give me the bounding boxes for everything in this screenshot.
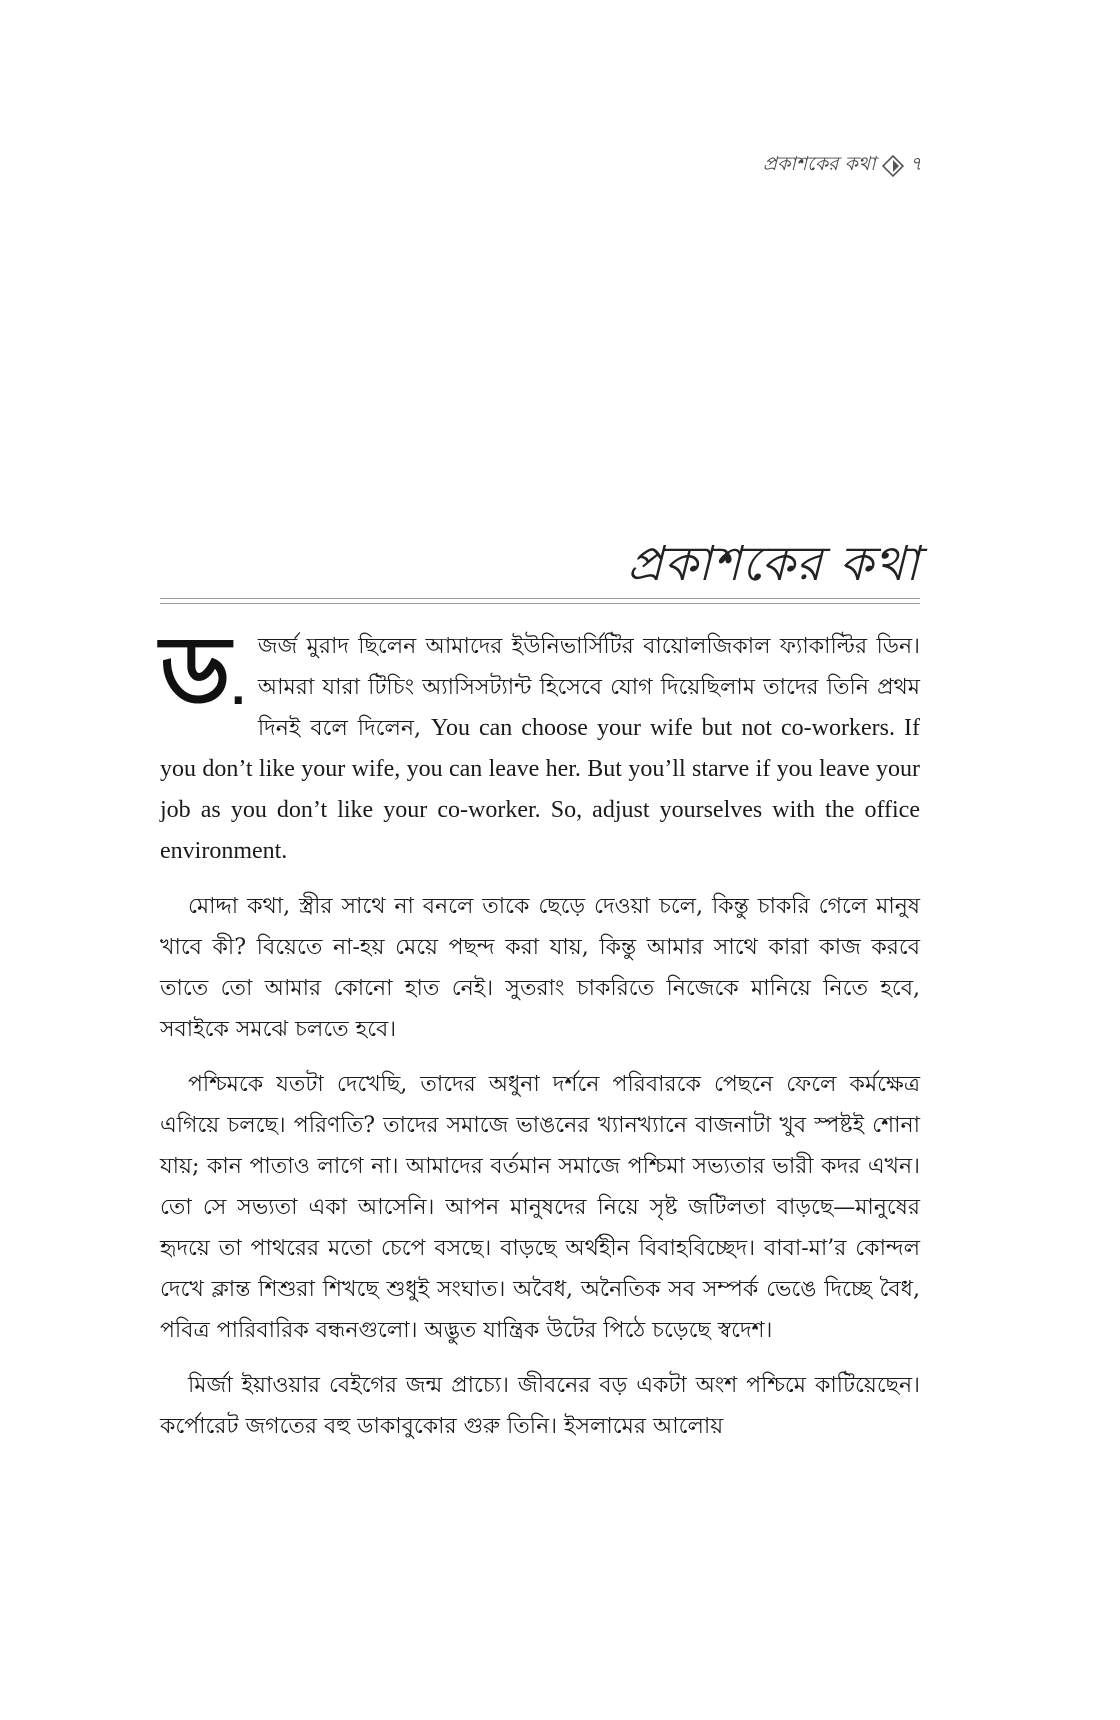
running-title: প্রকাশকের কথা	[762, 153, 876, 175]
title-divider	[160, 598, 920, 604]
page-number: ৭	[909, 153, 922, 175]
paragraph-4: মির্জা ইয়াওয়ার বেইগের জন্ম প্রাচ্যে। জীবনের বড় একটা অংশ পশ্চিমে কাটিয়েছেন। কর্পোরেট জগতের বহু ডাকাবুকোর গুরু তিনি। ইসলামের আলোয়	[160, 1373, 920, 1439]
paragraph-1	[160, 615, 920, 872]
running-header	[763, 150, 922, 182]
chapter-title: প্রকাশকের কথা	[627, 536, 920, 592]
drop-cap: ড.	[160, 615, 246, 727]
body-text	[160, 615, 920, 1461]
diamond-ornament-icon	[882, 155, 904, 177]
paragraph-1-bengali: জর্জ মুরাদ ছিলেন আমাদের ইউনিভার্সিটির বায়োলজিকাল ফ্যাকাল্টির ডিন। আমরা যারা টিচিং অ্যাসিসট্যান্ট হিসেবে যোগ দিয়েছিলাম তাদের তিনি প্রথম দিনই বলে দিলেন,	[257, 634, 920, 741]
paragraph-2: মোদ্দা কথা, স্ত্রীর সাথে না বনলে তাকে ছেড়ে দেওয়া চলে, কিন্তু চাকরি গেলে মানুষ খাবে কী? বিয়েতে না-হয় মেয়ে পছন্দ করা যায়, কিন্তু আমার সাথে কারা কাজ করবে তাতে তো আমার কোনো হাত নেই। সুতরাং চাকরিতে নিজেকে মানিয়ে নিতে হবে, সবাইকে সমঝে চলতে হবে।	[160, 894, 920, 1042]
paragraph-3: পশ্চিমকে যতটা দেখেছি, তাদের অধুনা দর্শনে পরিবারকে পেছনে ফেলে কর্মক্ষেত্র এগিয়ে চলছে। পরিণতি? তাদের সমাজে ভাঙনের খ্যানখ্যানে বাজনাটা খুব স্পষ্টই শোনা যায়; কান পাতাও লাগে না। আমাদের বর্তমান সমাজে পশ্চিমা সভ্যতার ভারী কদর এখন। তো সে সভ্যতা একা আসেনি। আপন মানুষদের নিয়ে সৃষ্ট জটিলতা বাড়ছে—মানুষের হৃদয়ে তা পাথরের মতো চেপে বসছে। বাড়ছে অর্থহীন বিবাহবিচ্ছেদ। বাবা-মা’র কোন্দল দেখে ক্লান্ত শিশুরা শিখছে শুধুই সংঘাত। অবৈধ, অনৈতিক সব সম্পর্ক ভেঙে দিচ্ছে বৈধ, পবিত্র পারিবারিক বন্ধনগুলো। অদ্ভুত যান্ত্রিক উটের পিঠে চড়েছে স্বদেশ।	[160, 1072, 920, 1343]
paragraph-1-english-quote: You can choose your wife but not co-workers. If you don’t like your wife, you can leave her. But you’ll starve if you leave your job as you don’t like your co-worker. So, adjust yourselves with the office environment.	[160, 715, 920, 864]
